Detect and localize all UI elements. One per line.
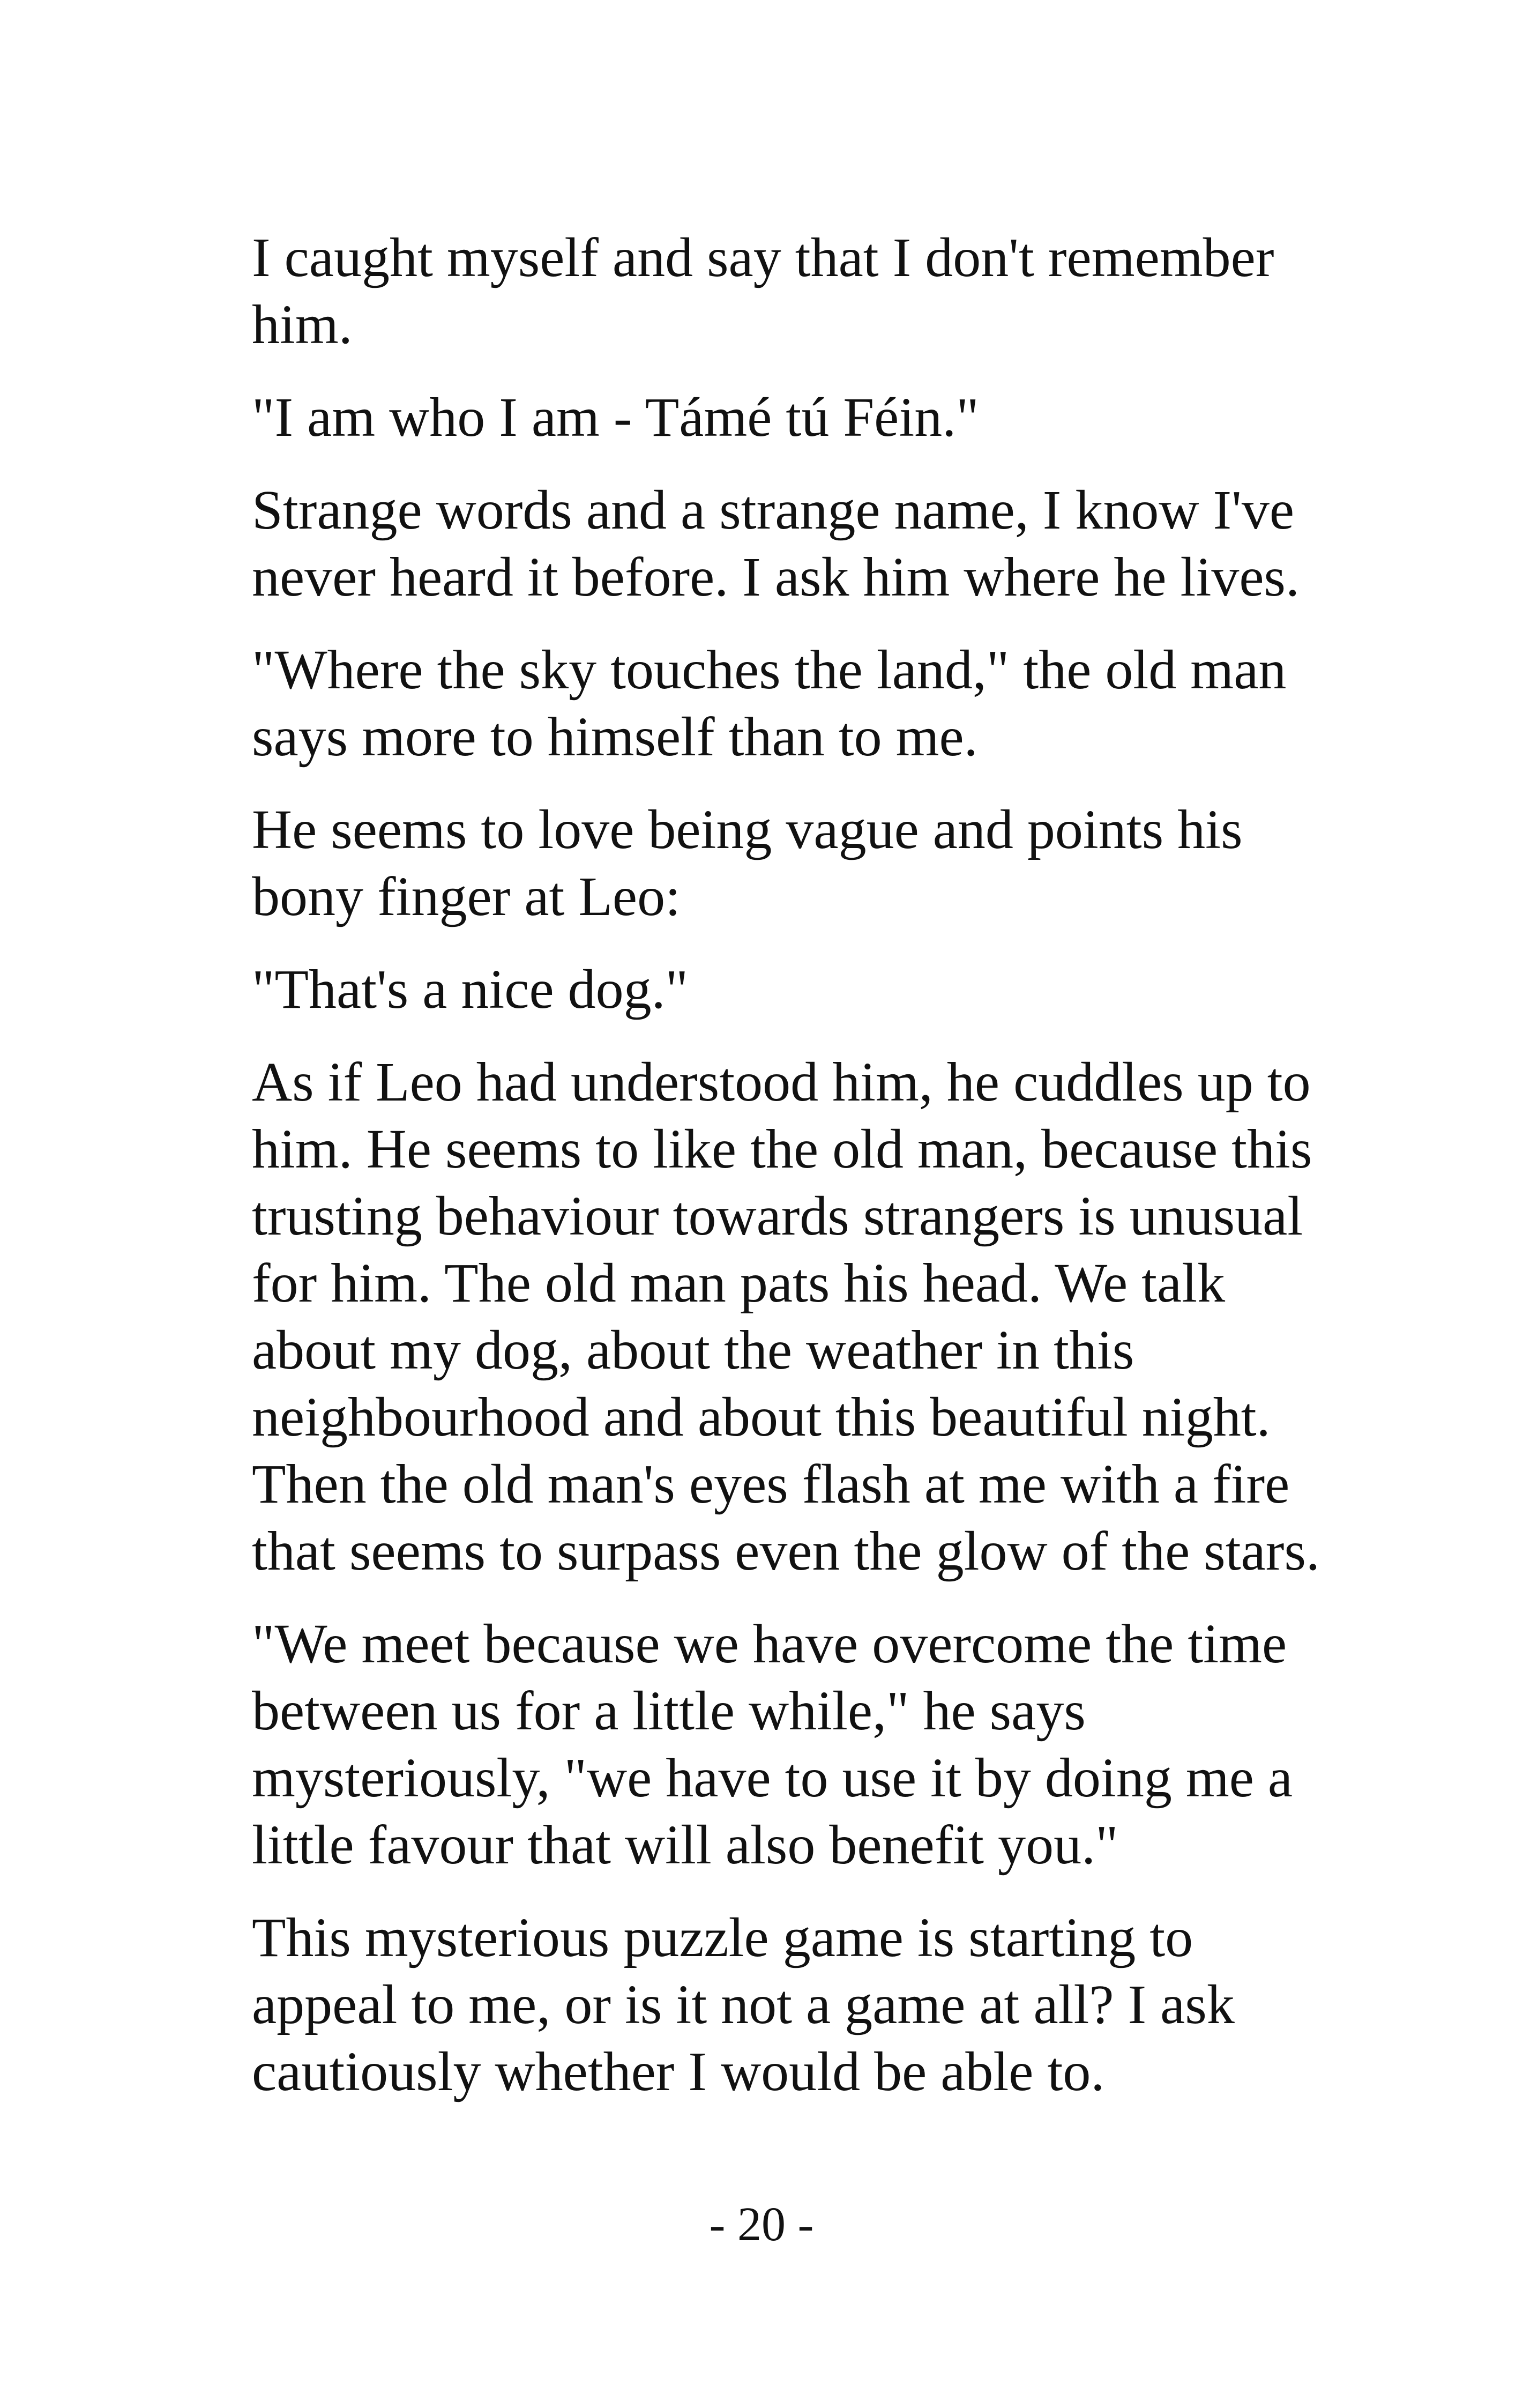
paragraph: Strange words and a strange name, I know I've never heard it before. I ask him where he lives. bbox=[252, 479, 1300, 608]
paragraph: "I am who I am - Támé tú Féin." bbox=[252, 387, 979, 448]
paragraph: I caught myself and say that I don't remember him. bbox=[252, 227, 1274, 355]
body-text bbox=[252, 224, 1324, 2131]
page-number: - 20 - bbox=[709, 2198, 814, 2251]
paragraph: He seems to love being vague and points his bony finger at Leo: bbox=[252, 799, 1243, 927]
paragraph: "We meet because we have overcome the time between us for a little while," he says mysteriously, "we have to use it by doing me a little favour that will also benefit you." bbox=[252, 1613, 1293, 1876]
paragraph: As if Leo had understood him, he cuddles up to him. He seems to like the old man, because this trusting behaviour towards strangers is unusual for him. The old man pats his head. We talk about my dog, about the weather in this neighbourhood and about this beautiful night. Then the old man's eyes flash at me with a fire that seems to surpass even the glow of the stars. bbox=[252, 1051, 1320, 1582]
paragraph: This mysterious puzzle game is starting to appeal to me, or is it not a game at all? I ask cautiously whether I would be able to. bbox=[252, 1907, 1235, 2102]
paragraph: "Where the sky touches the land," the old man says more to himself than to me. bbox=[252, 639, 1287, 768]
paragraph: "That's a nice dog." bbox=[252, 958, 689, 1020]
